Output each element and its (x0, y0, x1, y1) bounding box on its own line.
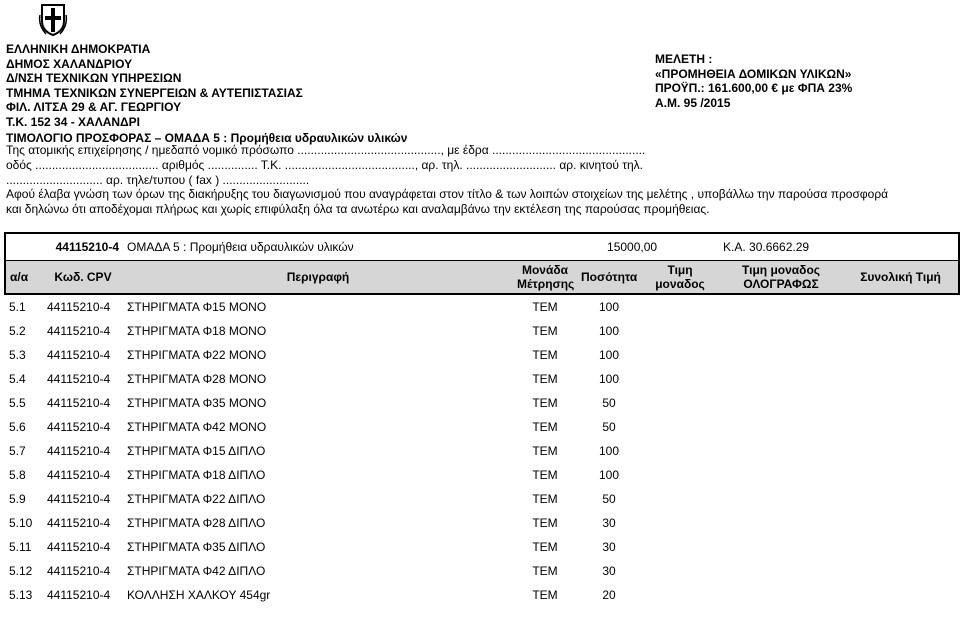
header-unit-line2: Μέτρησης (517, 277, 575, 291)
cell-total[interactable] (843, 439, 959, 463)
form-line: ............................. αρ. τηλε/τυπου ( fax ) .......................... (6, 172, 310, 187)
header-words-line2: ΟΛΟΓΡΑΦΩΣ (743, 277, 819, 291)
cell-total[interactable] (843, 583, 959, 607)
header-desc: Περιγραφή (123, 261, 513, 295)
cell-cpv: 44115210-4 (47, 348, 111, 362)
cell-words[interactable] (719, 415, 843, 439)
header-price-line2: μοναδος (655, 277, 705, 291)
cell-words[interactable] (719, 319, 843, 343)
cell-desc: ΣΤΗΡΙΓΜΑΤΑ Φ15 ΔΙΠΛΟ (127, 444, 266, 458)
cell-cpv: 44115210-4 (47, 396, 111, 410)
cell-total[interactable] (843, 463, 959, 487)
group-amount: 15000,00 (577, 233, 719, 261)
table-row (5, 367, 959, 391)
header-unit (513, 261, 577, 295)
cell-unit: ΤΕΜ (532, 324, 558, 338)
table-row (5, 415, 959, 439)
cell-aa: 5.8 (9, 468, 26, 482)
cell-total[interactable] (843, 415, 959, 439)
cell-cpv: 44115210-4 (47, 324, 111, 338)
cell-unit: ΤΕΜ (532, 516, 558, 530)
cell-words[interactable] (719, 487, 843, 511)
cell-price[interactable] (641, 343, 719, 367)
cell-aa: 5.9 (9, 492, 26, 506)
form-line: Αφού έλαβα γνώση των όρων της διακήρυξης του διαγωνισμού που αναγράφεται στον τίτλο & των λοιπών στοιχείων της μελέτης , υποβάλλω την παρούσα προσφορά (6, 187, 889, 202)
cell-price[interactable] (641, 487, 719, 511)
cell-qty: 50 (602, 492, 616, 506)
header-words-line1: Τιμη μοναδος (742, 263, 821, 277)
table-row (5, 583, 959, 607)
cell-aa: 5.5 (9, 396, 26, 410)
cell-cpv: 44115210-4 (47, 540, 111, 554)
cell-price[interactable] (641, 439, 719, 463)
table-row (5, 391, 959, 415)
cell-cpv: 44115210-4 (47, 564, 111, 578)
header-words (719, 261, 843, 295)
cell-price[interactable] (641, 367, 719, 391)
cell-aa: 5.6 (9, 420, 26, 434)
authority-line: ΤΜΗΜΑ ΤΕΧΝΙΚΩΝ ΣΥΝΕΡΓΕΙΩΝ & ΑΥΤΕΠΙΣΤΑΣΙΑΣ (6, 85, 303, 100)
cell-desc: ΣΤΗΡΙΓΜΑΤΑ Φ28 ΜΟΝΟ (127, 372, 267, 386)
cell-unit: ΤΕΜ (532, 300, 558, 314)
authority-line: Δ/ΝΣΗ ΤΕΧΝΙΚΩΝ ΥΠΗΡΕΣΙΩΝ (6, 71, 182, 86)
cell-total[interactable] (843, 391, 959, 415)
cell-words[interactable] (719, 535, 843, 559)
cell-qty: 100 (599, 372, 620, 386)
cell-aa: 5.1 (9, 300, 26, 314)
cell-qty: 30 (602, 540, 616, 554)
cell-price[interactable] (641, 294, 719, 319)
cell-words[interactable] (719, 294, 843, 319)
authority-line: ΔΗΜΟΣ ΧΑΛΑΝΔΡΙΟΥ (6, 56, 133, 71)
cell-price[interactable] (641, 559, 719, 583)
cell-total[interactable] (843, 294, 959, 319)
cell-words[interactable] (719, 391, 843, 415)
authority-line: Τ.Κ. 152 34 - ΧΑΛΑΝΔΡΙ (6, 114, 141, 129)
header-unit-line1: Μονάδα (521, 263, 569, 277)
cell-words[interactable] (719, 463, 843, 487)
cell-desc: ΣΤΗΡΙΓΜΑΤΑ Φ35 ΜΟΝΟ (127, 396, 267, 410)
cell-unit: ΤΕΜ (532, 588, 558, 602)
table-row (5, 535, 959, 559)
cell-desc: ΚΟΛΛΗΣΗ ΧΑΛΚΟΥ 454gr (127, 588, 271, 602)
cell-total[interactable] (843, 367, 959, 391)
table-row (5, 487, 959, 511)
cell-unit: ΤΕΜ (532, 564, 558, 578)
cell-desc: ΣΤΗΡΙΓΜΑΤΑ Φ18 ΔΙΠΛΟ (127, 468, 266, 482)
form-line: Της ατομικής επιχείρησης / ημεδαπό νομικό πρόσωπο ..........................................., με έδρα .............................................. (6, 143, 646, 157)
cell-cpv: 44115210-4 (47, 420, 111, 434)
cell-qty: 30 (602, 516, 616, 530)
header-qty: Ποσότητα (577, 261, 641, 295)
cell-cpv: 44115210-4 (47, 300, 111, 314)
cell-unit: ΤΕΜ (532, 468, 558, 482)
cell-aa: 5.10 (9, 516, 33, 530)
table-row (5, 294, 959, 319)
cell-price[interactable] (641, 535, 719, 559)
cell-unit: ΤΕΜ (532, 396, 558, 410)
cell-desc: ΣΤΗΡΙΓΜΑΤΑ Φ35 ΔΙΠΛΟ (127, 540, 266, 554)
cell-cpv: 44115210-4 (47, 372, 111, 386)
cell-total[interactable] (843, 511, 959, 535)
cell-qty: 100 (599, 444, 620, 458)
cell-total[interactable] (843, 343, 959, 367)
cell-cpv: 44115210-4 (47, 468, 111, 482)
cell-words[interactable] (719, 343, 843, 367)
cell-cpv: 44115210-4 (47, 492, 111, 506)
cell-desc: ΣΤΗΡΙΓΜΑΤΑ Φ22 ΔΙΠΛΟ (127, 492, 266, 506)
cell-qty: 20 (602, 588, 616, 602)
header-cpv: Κωδ. CPV (43, 261, 123, 295)
cell-desc: ΣΤΗΡΙΓΜΑΤΑ Φ42 ΜΟΝΟ (127, 420, 267, 434)
header-row (5, 261, 959, 295)
cell-total[interactable] (843, 559, 959, 583)
cell-cpv: 44115210-4 (47, 444, 111, 458)
cell-price[interactable] (641, 391, 719, 415)
cell-qty: 50 (602, 420, 616, 434)
cell-cpv: 44115210-4 (47, 516, 111, 530)
cell-cpv: 44115210-4 (47, 588, 111, 602)
cell-qty: 100 (599, 300, 620, 314)
group-ka: Κ.Α. 30.6662.29 (719, 233, 959, 261)
study-line: ΜΕΛΕΤΗ : (655, 52, 713, 66)
cell-words[interactable] (719, 439, 843, 463)
table-row (5, 559, 959, 583)
table-row (5, 439, 959, 463)
cell-unit: ΤΕΜ (532, 348, 558, 362)
cell-total[interactable] (843, 319, 959, 343)
bidder-form-text (6, 143, 956, 217)
table-row (5, 343, 959, 367)
cell-price[interactable] (641, 463, 719, 487)
cell-qty: 100 (599, 324, 620, 338)
group-label: ΟΜΑΔΑ 5 : Προμήθεια υδραυλικών υλικών (123, 233, 577, 261)
table-row (5, 319, 959, 343)
group-row (5, 233, 959, 261)
cell-aa: 5.13 (9, 588, 33, 602)
cell-total[interactable] (843, 487, 959, 511)
price-table (4, 232, 960, 607)
cell-qty: 30 (602, 564, 616, 578)
cell-words[interactable] (719, 559, 843, 583)
header-aa: α/α (5, 261, 43, 295)
header-price (641, 261, 719, 295)
table-row (5, 511, 959, 535)
cell-unit: ΤΕΜ (532, 372, 558, 386)
cell-aa: 5.3 (9, 348, 26, 362)
cell-unit: ΤΕΜ (532, 540, 558, 554)
table-row (5, 463, 959, 487)
study-line: Α.Μ. 95 /2015 (655, 95, 731, 110)
cell-unit: ΤΕΜ (532, 492, 558, 506)
cell-aa: 5.4 (9, 372, 26, 386)
cell-aa: 5.2 (9, 324, 26, 338)
coat-of-arms-icon (38, 1, 68, 37)
authority-line: ΦΙΛ. ΛΙΤΣΑ 29 & ΑΓ. ΓΕΩΡΓΙΟΥ (6, 100, 182, 115)
cell-words[interactable] (719, 511, 843, 535)
authority-block (6, 42, 303, 130)
header-price-line1: Τιμη (667, 263, 693, 277)
cell-aa: 5.11 (9, 540, 32, 554)
cell-desc: ΣΤΗΡΙΓΜΑΤΑ Φ28 ΔΙΠΛΟ (127, 516, 266, 530)
cell-qty: 50 (602, 396, 616, 410)
cell-price[interactable] (641, 415, 719, 439)
cell-price[interactable] (641, 319, 719, 343)
cell-unit: ΤΕΜ (532, 420, 558, 434)
authority-line: ΕΛΛΗΝΙΚΗ ΔΗΜΟΚΡΑΤΙΑ (6, 42, 151, 56)
form-line: οδός ..................................... αριθμός ............... Τ.Κ. ......................................., αρ. τηλ. ........................... αρ. κινητού τηλ. (6, 157, 644, 172)
cell-desc: ΣΤΗΡΙΓΜΑΤΑ Φ42 ΔΙΠΛΟ (127, 564, 266, 578)
cell-aa: 5.12 (9, 564, 33, 578)
cell-desc: ΣΤΗΡΙΓΜΑΤΑ Φ15 ΜΟΝΟ (127, 300, 267, 314)
cell-price[interactable] (641, 583, 719, 607)
cell-words[interactable] (719, 583, 843, 607)
cell-aa: 5.7 (9, 444, 26, 458)
study-line: ΠΡΟΫΠ.: 161.600,00 € με ΦΠΑ 23% (655, 81, 853, 96)
study-block (655, 52, 852, 110)
form-line: και δηλώνω ότι αποδέχομαι πλήρως και χωρίς επιφύλαξη όλα τα ανωτέρω και αναλαμβάνω την εκτέλεση της παρούσας προμήθειας. (6, 202, 710, 217)
group-code: 44115210-4 (5, 233, 123, 261)
header-total: Συνολική Τιμή (843, 261, 959, 295)
study-line: «ΠΡΟΜΗΘΕΙΑ ΔΟΜΙΚΩΝ ΥΛΙΚΩΝ» (655, 66, 852, 81)
cell-qty: 100 (599, 468, 620, 482)
cell-total[interactable] (843, 535, 959, 559)
cell-qty: 100 (599, 348, 620, 362)
form-title: ΤΙΜΟΛΟΓΙΟ ΠΡΟΣΦΟΡΑΣ – ΟΜΑΔΑ 5 : Προμήθεια υδραυλικών υλικών (6, 131, 408, 145)
cell-price[interactable] (641, 511, 719, 535)
cell-words[interactable] (719, 367, 843, 391)
cell-desc: ΣΤΗΡΙΓΜΑΤΑ Φ22 ΜΟΝΟ (127, 348, 267, 362)
cell-desc: ΣΤΗΡΙΓΜΑΤΑ Φ18 ΜΟΝΟ (127, 324, 267, 338)
cell-unit: ΤΕΜ (532, 444, 558, 458)
